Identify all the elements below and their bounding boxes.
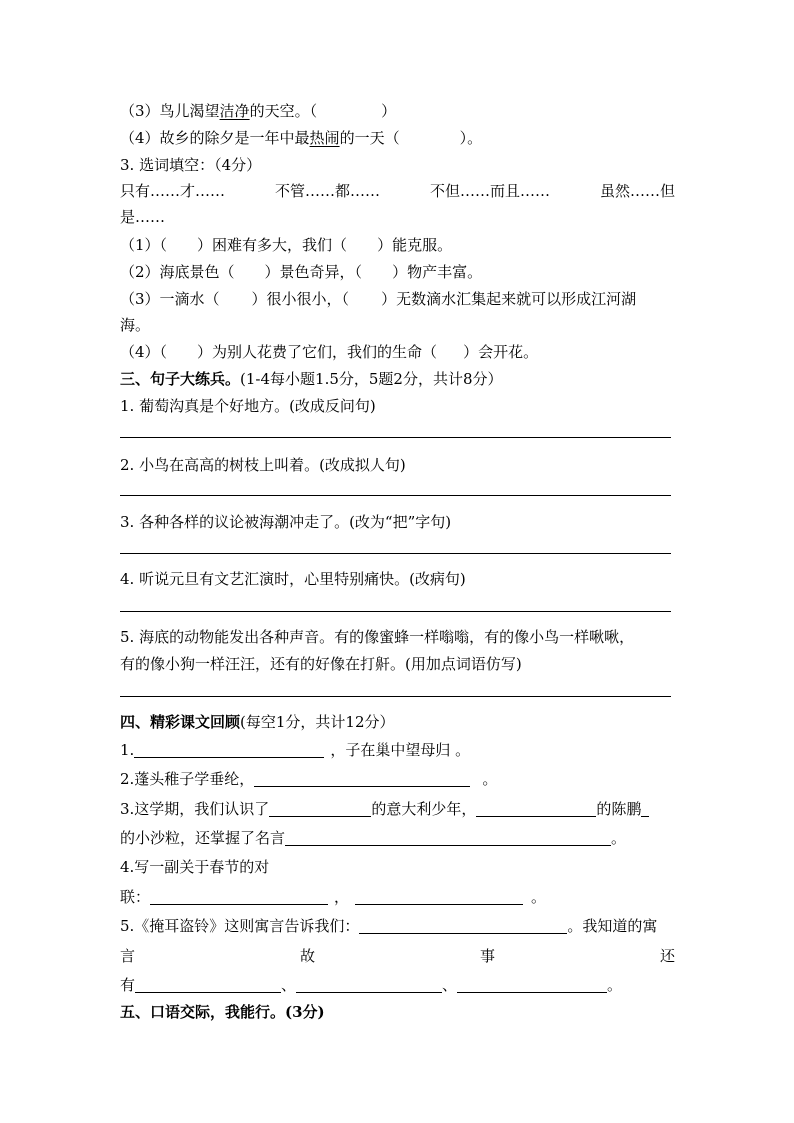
s3-question-5-line-2: 有的像小狗一样汪汪，还有的好像在打鼾。(用加点词语仿写) xyxy=(120,655,522,673)
q3-item-2: （2）海底景色（ ）景色奇异，（ ）物产丰富。 xyxy=(120,263,483,281)
s4-question-5-cont: 有 、 、 。 xyxy=(120,976,623,994)
s3-answer-line-2[interactable] xyxy=(120,495,671,496)
s3-answer-line-3[interactable] xyxy=(120,553,671,554)
s4-question-5: 5.《掩耳盗铃》这则寓言告诉我们： 。我知道的寓 xyxy=(120,917,658,935)
s3-answer-line-1[interactable] xyxy=(120,437,671,438)
section-4-score: (每空1分，共计12分） xyxy=(240,713,395,731)
s4-q3-blank-3[interactable] xyxy=(285,829,611,846)
q3-option-3: 不但……而且…… xyxy=(429,182,550,200)
q3-option-1: 只有……才…… xyxy=(120,182,226,200)
s4-question-4-cont: 联： ， 。 xyxy=(120,888,547,906)
s3-question-5-line-1: 5. 海底的动物能发出各种声音。有的像蜜蜂一样嗡嗡，有的像小鸟一样啾啾， xyxy=(120,628,635,646)
s4-q5-blank-3[interactable] xyxy=(296,976,442,993)
s4-q4-blank-2[interactable] xyxy=(355,888,523,905)
s4-question-3: 3.这学期，我们认识了 的意大利少年， 的陈鹏 xyxy=(120,799,675,819)
s4-q2-blank[interactable] xyxy=(254,770,470,787)
q3-item-4: （4）（ ）为别人花费了它们，我们的生命（ ）会开花。 xyxy=(120,343,539,361)
s4-question-3-cont: 的小沙粒，还掌握了名言 。 xyxy=(120,829,627,847)
s3-answer-line-5[interactable] xyxy=(120,696,671,697)
s3-question-3: 3. 各种各样的议论被海潮冲走了。(改为“把”字句) xyxy=(120,513,452,531)
section-3-score: (1-4每小题1.5分，5题2分，共计8分） xyxy=(240,370,503,388)
q2-item-3: （3）鸟儿渴望洁净的天空。（ ） xyxy=(120,102,397,120)
section-5-title: 五、口语交际，我能行。(3分) xyxy=(120,1003,325,1021)
s3-question-1: 1. 葡萄沟真是个好地方。(改成反问句) xyxy=(120,397,376,415)
s3-question-4: 4. 听说元旦有文艺汇演时，心里特别痛快。(改病句) xyxy=(120,570,466,588)
s4-question-4: 4.写一副关于春节的对 xyxy=(120,858,270,876)
s4-q5-blank-2[interactable] xyxy=(135,976,281,993)
s4-q4-blank-1[interactable] xyxy=(150,888,328,905)
q3-option-4: 虽然……但 xyxy=(599,182,675,200)
s4-question-5-spread: 言 故 事 还 xyxy=(120,947,675,965)
s4-q5-blank-4[interactable] xyxy=(457,976,607,993)
s4-q5-blank-1[interactable] xyxy=(359,917,567,934)
s4-q3-blank-2[interactable] xyxy=(476,800,596,817)
q3-item-3-cont: 海。 xyxy=(120,316,151,334)
q3-option-2: 不管……都…… xyxy=(274,182,380,200)
q3-item-1: （1）（ ）困难有多大，我们（ ）能克服。 xyxy=(120,236,453,254)
section-4-heading xyxy=(120,712,675,732)
s3-answer-line-4[interactable] xyxy=(120,611,671,612)
section-3-title: 三、句子大练兵。 xyxy=(120,370,241,388)
q3-title: 3. 选词填空：（4分） xyxy=(120,156,262,174)
section-3-heading xyxy=(120,369,675,389)
q3-item-3: （3）一滴水（ ）很小很小，（ ）无数滴水汇集起来就可以形成江河湖 xyxy=(120,290,637,308)
s4-question-2: 2.蓬头稚子学垂纶， 。 xyxy=(120,770,498,788)
q3-options-cont: 是…… xyxy=(120,208,166,226)
s4-q1-blank[interactable] xyxy=(134,741,324,758)
s4-question-1: 1. ，子在巢中望母归 。 xyxy=(120,741,471,759)
s4-q3-blank-1[interactable] xyxy=(269,800,371,817)
q3-options xyxy=(120,181,675,201)
q2-item-4: （4）故乡的除夕是一年中最热闹的一天（ ）。 xyxy=(120,129,483,147)
s3-question-2: 2. 小鸟在高高的树枝上叫着。(改成拟人句) xyxy=(120,456,406,474)
section-4-title: 四、精彩课文回顾 xyxy=(120,713,241,731)
